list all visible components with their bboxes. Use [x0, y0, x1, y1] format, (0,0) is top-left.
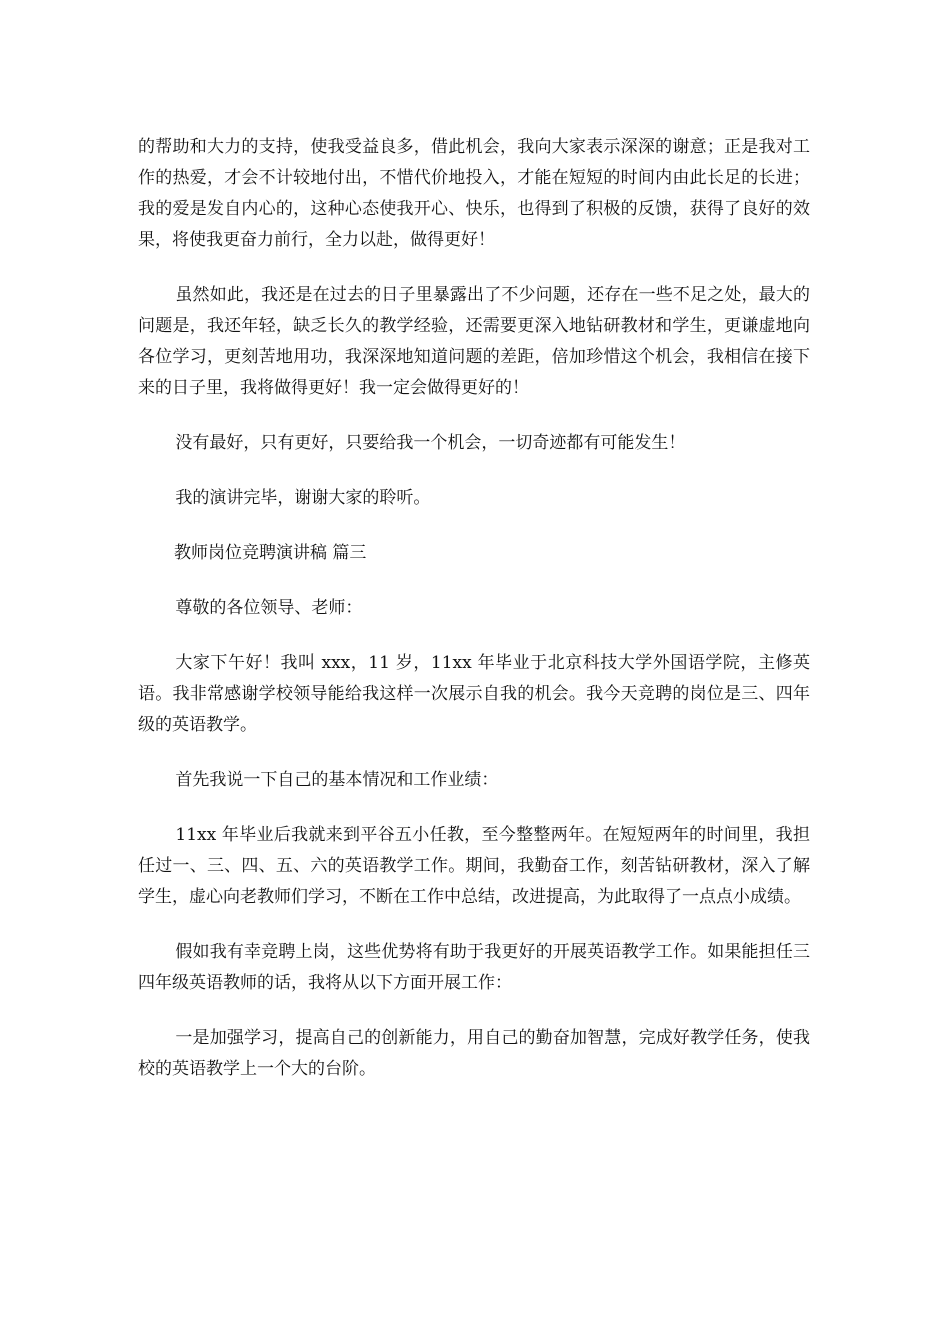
paragraph-basic-info-lead: 首先我说一下自己的基本情况和工作业绩： [175, 770, 499, 790]
paragraph-shortcomings: 虽然如此，我还是在过去的日子里暴露出了不少问题，还存在一些不足之处，最大的问题是，我还年轻，缺乏长久的教学经验，还需要更深入地钻研教材和学生，更谦虚地向各位学习，更刻苦地用功，我深深地知道问题的差距，倍加珍惜这个机会，我相信在接下来的日子里，我将做得更好！我一定会做得更好的！ [138, 285, 810, 398]
paragraph-work-history: 11xx 年毕业后我就来到平谷五小任教，至今整整两年。在短短两年的时间里，我担任过一、三、四、五、六的英语教学工作。期间，我勤奋工作，刻苦钻研教材，深入了解学生，虚心向老教师们学习，不断在工作中总结，改进提高，为此取得了一点点小成绩。 [138, 825, 810, 907]
paragraph-salutation: 尊敬的各位领导、老师： [175, 598, 363, 618]
document-page [138, 132, 810, 1109]
paragraph-introduction: 大家下午好！我叫 xxx，11 岁，11xx 年毕业于北京科技大学外国语学院，主修英语。我非常感谢学校领导能给我这样一次展示自我的机会。我今天竞聘的岗位是三、四年级的英语教学。 [138, 653, 810, 735]
paragraph-advantages: 假如我有幸竞聘上岗，这些优势将有助于我更好的开展英语教学工作。如果能担任三四年级英语教师的话，我将从以下方面开展工作： [138, 942, 810, 993]
paragraph-no-best: 没有最好，只有更好，只要给我一个机会，一切奇迹都有可能发生！ [175, 433, 686, 453]
paragraph-plan-one: 一是加强学习，提高自己的创新能力，用自己的勤奋加智慧，完成好教学任务，使我校的英语教学上一个大的台阶。 [138, 1028, 810, 1079]
paragraph-closing: 我的演讲完毕，谢谢大家的聆听。 [175, 488, 431, 508]
section-heading: 教师岗位竞聘演讲稿 篇三 [174, 543, 367, 563]
paragraph-continuation: 的帮助和大力的支持，使我受益良多，借此机会，我向大家表示深深的谢意；正是我对工作的热爱，才会不计较地付出，不惜代价地投入，才能在短短的时间内由此长足的长进；我的爱是发自内心的，这种心态使我开心、快乐，也得到了积极的反馈，获得了良好的效果，将使我更奋力前行，全力以赴，做得更好！ [138, 137, 810, 250]
